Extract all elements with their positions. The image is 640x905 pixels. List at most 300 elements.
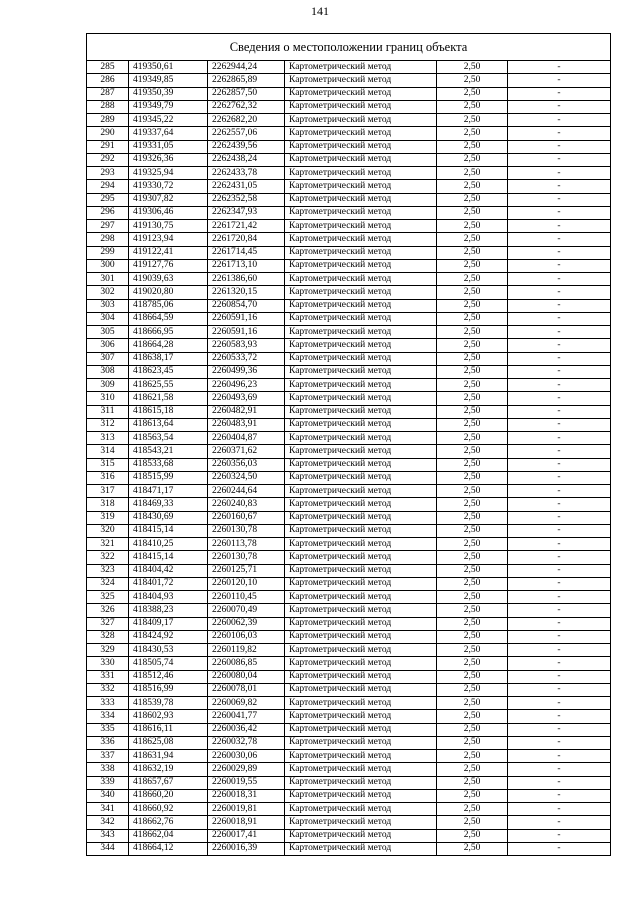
- accuracy-cell: 2,50: [437, 339, 508, 352]
- table-row: [87, 710, 611, 723]
- accuracy-cell: 2,50: [437, 604, 508, 617]
- table-row: [87, 471, 611, 484]
- point-number-cell: 300: [87, 259, 129, 272]
- accuracy-cell: 2,50: [437, 723, 508, 736]
- y-coordinate-cell: 2260240,83: [208, 498, 285, 511]
- table-row: [87, 577, 611, 590]
- method-cell: Картометрический метод: [285, 591, 437, 604]
- point-number-cell: 297: [87, 220, 129, 233]
- description-cell: -: [508, 259, 611, 272]
- y-coordinate-cell: 2260019,81: [208, 803, 285, 816]
- x-coordinate-cell: 418662,04: [129, 829, 208, 842]
- x-coordinate-cell: 418512,46: [129, 670, 208, 683]
- method-cell: Картометрический метод: [285, 140, 437, 153]
- method-cell: Картометрический метод: [285, 379, 437, 392]
- x-coordinate-cell: 418623,45: [129, 365, 208, 378]
- x-coordinate-cell: 419122,41: [129, 246, 208, 259]
- method-cell: Картометрический метод: [285, 127, 437, 140]
- point-number-cell: 296: [87, 206, 129, 219]
- x-coordinate-cell: 418404,93: [129, 591, 208, 604]
- y-coordinate-cell: 2262347,93: [208, 206, 285, 219]
- accuracy-cell: 2,50: [437, 246, 508, 259]
- table-row: [87, 352, 611, 365]
- x-coordinate-cell: 418430,69: [129, 511, 208, 524]
- description-cell: -: [508, 538, 611, 551]
- x-coordinate-cell: 418625,55: [129, 379, 208, 392]
- y-coordinate-cell: 2260016,39: [208, 842, 285, 855]
- table-row: [87, 87, 611, 100]
- accuracy-cell: 2,50: [437, 193, 508, 206]
- y-coordinate-cell: 2260130,78: [208, 551, 285, 564]
- y-coordinate-cell: 2261320,15: [208, 286, 285, 299]
- description-cell: -: [508, 61, 611, 74]
- table-row: [87, 816, 611, 829]
- table-row: [87, 180, 611, 193]
- x-coordinate-cell: 419123,94: [129, 233, 208, 246]
- point-number-cell: 339: [87, 776, 129, 789]
- y-coordinate-cell: 2262762,32: [208, 100, 285, 113]
- table-row: [87, 617, 611, 630]
- point-number-cell: 341: [87, 803, 129, 816]
- accuracy-cell: 2,50: [437, 87, 508, 100]
- table-row: [87, 220, 611, 233]
- y-coordinate-cell: 2260324,50: [208, 471, 285, 484]
- point-number-cell: 306: [87, 339, 129, 352]
- point-number-cell: 305: [87, 326, 129, 339]
- method-cell: Картометрический метод: [285, 339, 437, 352]
- method-cell: Картометрический метод: [285, 61, 437, 74]
- point-number-cell: 329: [87, 644, 129, 657]
- point-number-cell: 287: [87, 87, 129, 100]
- point-number-cell: 316: [87, 471, 129, 484]
- point-number-cell: 311: [87, 405, 129, 418]
- point-number-cell: 320: [87, 524, 129, 537]
- page-number: 141: [311, 4, 329, 18]
- x-coordinate-cell: 418516,99: [129, 683, 208, 696]
- description-cell: -: [508, 670, 611, 683]
- x-coordinate-cell: 419127,76: [129, 259, 208, 272]
- description-cell: -: [508, 551, 611, 564]
- x-coordinate-cell: 418616,11: [129, 723, 208, 736]
- x-coordinate-cell: 419349,79: [129, 100, 208, 113]
- method-cell: Картометрический метод: [285, 551, 437, 564]
- method-cell: Картометрический метод: [285, 829, 437, 842]
- accuracy-cell: 2,50: [437, 312, 508, 325]
- point-number-cell: 292: [87, 153, 129, 166]
- description-cell: -: [508, 829, 611, 842]
- table-row: [87, 246, 611, 259]
- table-row: [87, 683, 611, 696]
- table-row: [87, 379, 611, 392]
- table-row: [87, 61, 611, 74]
- x-coordinate-cell: 419039,63: [129, 273, 208, 286]
- description-cell: -: [508, 246, 611, 259]
- accuracy-cell: 2,50: [437, 617, 508, 630]
- point-number-cell: 315: [87, 458, 129, 471]
- x-coordinate-cell: 418415,14: [129, 551, 208, 564]
- table-row: [87, 630, 611, 643]
- description-cell: -: [508, 524, 611, 537]
- x-coordinate-cell: 419307,82: [129, 193, 208, 206]
- description-cell: -: [508, 723, 611, 736]
- table-row: [87, 829, 611, 842]
- description-cell: -: [508, 471, 611, 484]
- y-coordinate-cell: 2260119,82: [208, 644, 285, 657]
- table-row: [87, 697, 611, 710]
- y-coordinate-cell: 2260356,03: [208, 458, 285, 471]
- point-number-cell: 293: [87, 167, 129, 180]
- description-cell: -: [508, 365, 611, 378]
- accuracy-cell: 2,50: [437, 365, 508, 378]
- x-coordinate-cell: 418415,14: [129, 524, 208, 537]
- point-number-cell: 301: [87, 273, 129, 286]
- x-coordinate-cell: 418660,92: [129, 803, 208, 816]
- description-cell: -: [508, 577, 611, 590]
- point-number-cell: 337: [87, 750, 129, 763]
- table-row: [87, 564, 611, 577]
- point-number-cell: 294: [87, 180, 129, 193]
- table-row: [87, 803, 611, 816]
- point-number-cell: 285: [87, 61, 129, 74]
- x-coordinate-cell: 418469,33: [129, 498, 208, 511]
- y-coordinate-cell: 2262438,24: [208, 153, 285, 166]
- y-coordinate-cell: 2260018,91: [208, 816, 285, 829]
- method-cell: Картометрический метод: [285, 763, 437, 776]
- y-coordinate-cell: 2260483,91: [208, 418, 285, 431]
- accuracy-cell: 2,50: [437, 763, 508, 776]
- x-coordinate-cell: 418388,23: [129, 604, 208, 617]
- x-coordinate-cell: 419326,36: [129, 153, 208, 166]
- method-cell: Картометрический метод: [285, 87, 437, 100]
- point-number-cell: 335: [87, 723, 129, 736]
- description-cell: -: [508, 193, 611, 206]
- accuracy-cell: 2,50: [437, 61, 508, 74]
- description-cell: -: [508, 299, 611, 312]
- point-number-cell: 322: [87, 551, 129, 564]
- table-row: [87, 418, 611, 431]
- table-row: [87, 299, 611, 312]
- table-row: [87, 763, 611, 776]
- method-cell: Картометрический метод: [285, 816, 437, 829]
- y-coordinate-cell: 2260041,77: [208, 710, 285, 723]
- y-coordinate-cell: 2260583,93: [208, 339, 285, 352]
- description-cell: -: [508, 485, 611, 498]
- x-coordinate-cell: 418638,17: [129, 352, 208, 365]
- point-number-cell: 338: [87, 763, 129, 776]
- table-row: [87, 657, 611, 670]
- accuracy-cell: 2,50: [437, 127, 508, 140]
- table-row: [87, 736, 611, 749]
- table-row: [87, 498, 611, 511]
- description-cell: -: [508, 776, 611, 789]
- point-number-cell: 336: [87, 736, 129, 749]
- x-coordinate-cell: 418785,06: [129, 299, 208, 312]
- table-title-row: [87, 34, 611, 61]
- accuracy-cell: 2,50: [437, 206, 508, 219]
- table-row: [87, 114, 611, 127]
- description-cell: -: [508, 312, 611, 325]
- accuracy-cell: 2,50: [437, 445, 508, 458]
- y-coordinate-cell: 2260404,87: [208, 432, 285, 445]
- point-number-cell: 304: [87, 312, 129, 325]
- point-number-cell: 291: [87, 140, 129, 153]
- y-coordinate-cell: 2261714,45: [208, 246, 285, 259]
- method-cell: Картометрический метод: [285, 723, 437, 736]
- point-number-cell: 307: [87, 352, 129, 365]
- description-cell: -: [508, 458, 611, 471]
- table-row: [87, 551, 611, 564]
- method-cell: Картометрический метод: [285, 644, 437, 657]
- y-coordinate-cell: 2260086,85: [208, 657, 285, 670]
- method-cell: Картометрический метод: [285, 405, 437, 418]
- accuracy-cell: 2,50: [437, 630, 508, 643]
- description-cell: -: [508, 418, 611, 431]
- method-cell: Картометрический метод: [285, 233, 437, 246]
- point-number-cell: 310: [87, 392, 129, 405]
- accuracy-cell: 2,50: [437, 379, 508, 392]
- y-coordinate-cell: 2261386,60: [208, 273, 285, 286]
- point-number-cell: 344: [87, 842, 129, 855]
- table-row: [87, 326, 611, 339]
- accuracy-cell: 2,50: [437, 697, 508, 710]
- point-number-cell: 342: [87, 816, 129, 829]
- method-cell: Картометрический метод: [285, 736, 437, 749]
- accuracy-cell: 2,50: [437, 299, 508, 312]
- y-coordinate-cell: 2261713,10: [208, 259, 285, 272]
- description-cell: -: [508, 816, 611, 829]
- method-cell: Картометрический метод: [285, 418, 437, 431]
- point-number-cell: 308: [87, 365, 129, 378]
- method-cell: Картометрический метод: [285, 498, 437, 511]
- y-coordinate-cell: 2260032,78: [208, 736, 285, 749]
- x-coordinate-cell: 418409,17: [129, 617, 208, 630]
- y-coordinate-cell: 2260496,23: [208, 379, 285, 392]
- description-cell: -: [508, 405, 611, 418]
- point-number-cell: 319: [87, 511, 129, 524]
- description-cell: -: [508, 273, 611, 286]
- method-cell: Картометрический метод: [285, 803, 437, 816]
- y-coordinate-cell: 2260533,72: [208, 352, 285, 365]
- table-row: [87, 670, 611, 683]
- point-number-cell: 309: [87, 379, 129, 392]
- y-coordinate-cell: 2260591,16: [208, 326, 285, 339]
- description-cell: -: [508, 591, 611, 604]
- description-cell: -: [508, 127, 611, 140]
- method-cell: Картометрический метод: [285, 458, 437, 471]
- point-number-cell: 303: [87, 299, 129, 312]
- y-coordinate-cell: 2260080,04: [208, 670, 285, 683]
- point-number-cell: 295: [87, 193, 129, 206]
- method-cell: Картометрический метод: [285, 617, 437, 630]
- method-cell: Картометрический метод: [285, 471, 437, 484]
- description-cell: -: [508, 286, 611, 299]
- table-row: [87, 644, 611, 657]
- accuracy-cell: 2,50: [437, 326, 508, 339]
- description-cell: -: [508, 100, 611, 113]
- method-cell: Картометрический метод: [285, 312, 437, 325]
- point-number-cell: 286: [87, 74, 129, 87]
- point-number-cell: 323: [87, 564, 129, 577]
- description-cell: -: [508, 736, 611, 749]
- point-number-cell: 327: [87, 617, 129, 630]
- accuracy-cell: 2,50: [437, 498, 508, 511]
- y-coordinate-cell: 2260493,69: [208, 392, 285, 405]
- point-number-cell: 332: [87, 683, 129, 696]
- accuracy-cell: 2,50: [437, 74, 508, 87]
- x-coordinate-cell: 419331,05: [129, 140, 208, 153]
- description-cell: -: [508, 432, 611, 445]
- table-row: [87, 776, 611, 789]
- table-row: [87, 233, 611, 246]
- method-cell: Картометрический метод: [285, 683, 437, 696]
- x-coordinate-cell: 419325,94: [129, 167, 208, 180]
- accuracy-cell: 2,50: [437, 710, 508, 723]
- y-coordinate-cell: 2262352,58: [208, 193, 285, 206]
- x-coordinate-cell: 419349,85: [129, 74, 208, 87]
- accuracy-cell: 2,50: [437, 736, 508, 749]
- description-cell: -: [508, 657, 611, 670]
- method-cell: Картометрический метод: [285, 246, 437, 259]
- point-number-cell: 288: [87, 100, 129, 113]
- description-cell: -: [508, 498, 611, 511]
- description-cell: -: [508, 352, 611, 365]
- table-row: [87, 524, 611, 537]
- description-cell: -: [508, 803, 611, 816]
- table-row: [87, 140, 611, 153]
- x-coordinate-cell: 418621,58: [129, 392, 208, 405]
- table-row: [87, 432, 611, 445]
- point-number-cell: 324: [87, 577, 129, 590]
- method-cell: Картометрический метод: [285, 485, 437, 498]
- accuracy-cell: 2,50: [437, 829, 508, 842]
- accuracy-cell: 2,50: [437, 670, 508, 683]
- accuracy-cell: 2,50: [437, 432, 508, 445]
- x-coordinate-cell: 418632,19: [129, 763, 208, 776]
- table-row: [87, 538, 611, 551]
- y-coordinate-cell: 2260591,16: [208, 312, 285, 325]
- y-coordinate-cell: 2260017,41: [208, 829, 285, 842]
- table-row: [87, 193, 611, 206]
- table-row: [87, 789, 611, 802]
- x-coordinate-cell: 418664,59: [129, 312, 208, 325]
- table-row: [87, 604, 611, 617]
- accuracy-cell: 2,50: [437, 352, 508, 365]
- y-coordinate-cell: 2260106,03: [208, 630, 285, 643]
- accuracy-cell: 2,50: [437, 418, 508, 431]
- y-coordinate-cell: 2261720,84: [208, 233, 285, 246]
- table-row: [87, 485, 611, 498]
- x-coordinate-cell: 418505,74: [129, 657, 208, 670]
- x-coordinate-cell: 418539,78: [129, 697, 208, 710]
- method-cell: Картометрический метод: [285, 776, 437, 789]
- y-coordinate-cell: 2262857,50: [208, 87, 285, 100]
- method-cell: Картометрический метод: [285, 180, 437, 193]
- table-row: [87, 405, 611, 418]
- table-row: [87, 259, 611, 272]
- accuracy-cell: 2,50: [437, 273, 508, 286]
- description-cell: -: [508, 697, 611, 710]
- x-coordinate-cell: 418660,20: [129, 789, 208, 802]
- x-coordinate-cell: 419345,22: [129, 114, 208, 127]
- description-cell: -: [508, 140, 611, 153]
- description-cell: -: [508, 153, 611, 166]
- method-cell: Картометрический метод: [285, 538, 437, 551]
- y-coordinate-cell: 2262439,56: [208, 140, 285, 153]
- method-cell: Картометрический метод: [285, 697, 437, 710]
- description-cell: -: [508, 644, 611, 657]
- method-cell: Картометрический метод: [285, 577, 437, 590]
- accuracy-cell: 2,50: [437, 471, 508, 484]
- y-coordinate-cell: 2260244,64: [208, 485, 285, 498]
- accuracy-cell: 2,50: [437, 180, 508, 193]
- description-cell: -: [508, 233, 611, 246]
- table-row: [87, 206, 611, 219]
- accuracy-cell: 2,50: [437, 405, 508, 418]
- table-row: [87, 167, 611, 180]
- accuracy-cell: 2,50: [437, 485, 508, 498]
- x-coordinate-cell: 418666,95: [129, 326, 208, 339]
- x-coordinate-cell: 419350,61: [129, 61, 208, 74]
- point-number-cell: 340: [87, 789, 129, 802]
- table-row: [87, 365, 611, 378]
- point-number-cell: 299: [87, 246, 129, 259]
- method-cell: Картометрический метод: [285, 789, 437, 802]
- point-number-cell: 312: [87, 418, 129, 431]
- x-coordinate-cell: 418664,12: [129, 842, 208, 855]
- method-cell: Картометрический метод: [285, 74, 437, 87]
- description-cell: -: [508, 74, 611, 87]
- method-cell: Картометрический метод: [285, 114, 437, 127]
- method-cell: Картометрический метод: [285, 365, 437, 378]
- accuracy-cell: 2,50: [437, 233, 508, 246]
- table-row: [87, 750, 611, 763]
- table-row: [87, 591, 611, 604]
- accuracy-cell: 2,50: [437, 683, 508, 696]
- y-coordinate-cell: 2260854,70: [208, 299, 285, 312]
- method-cell: Картометрический метод: [285, 670, 437, 683]
- point-number-cell: 328: [87, 630, 129, 643]
- description-cell: -: [508, 379, 611, 392]
- point-number-cell: 290: [87, 127, 129, 140]
- accuracy-cell: 2,50: [437, 392, 508, 405]
- x-coordinate-cell: 419306,46: [129, 206, 208, 219]
- method-cell: Картометрический метод: [285, 657, 437, 670]
- accuracy-cell: 2,50: [437, 577, 508, 590]
- x-coordinate-cell: 418430,53: [129, 644, 208, 657]
- y-coordinate-cell: 2260029,89: [208, 763, 285, 776]
- point-number-cell: 317: [87, 485, 129, 498]
- x-coordinate-cell: 418664,28: [129, 339, 208, 352]
- point-number-cell: 321: [87, 538, 129, 551]
- table-body: [87, 34, 611, 856]
- description-cell: -: [508, 180, 611, 193]
- method-cell: Картометрический метод: [285, 100, 437, 113]
- y-coordinate-cell: 2262682,20: [208, 114, 285, 127]
- table-row: [87, 445, 611, 458]
- description-cell: -: [508, 206, 611, 219]
- method-cell: Картометрический метод: [285, 432, 437, 445]
- x-coordinate-cell: 419130,75: [129, 220, 208, 233]
- y-coordinate-cell: 2262944,24: [208, 61, 285, 74]
- point-number-cell: 331: [87, 670, 129, 683]
- description-cell: -: [508, 220, 611, 233]
- method-cell: Картометрический метод: [285, 193, 437, 206]
- method-cell: Картометрический метод: [285, 564, 437, 577]
- y-coordinate-cell: 2260062,39: [208, 617, 285, 630]
- table-row: [87, 127, 611, 140]
- method-cell: Картометрический метод: [285, 273, 437, 286]
- point-number-cell: 326: [87, 604, 129, 617]
